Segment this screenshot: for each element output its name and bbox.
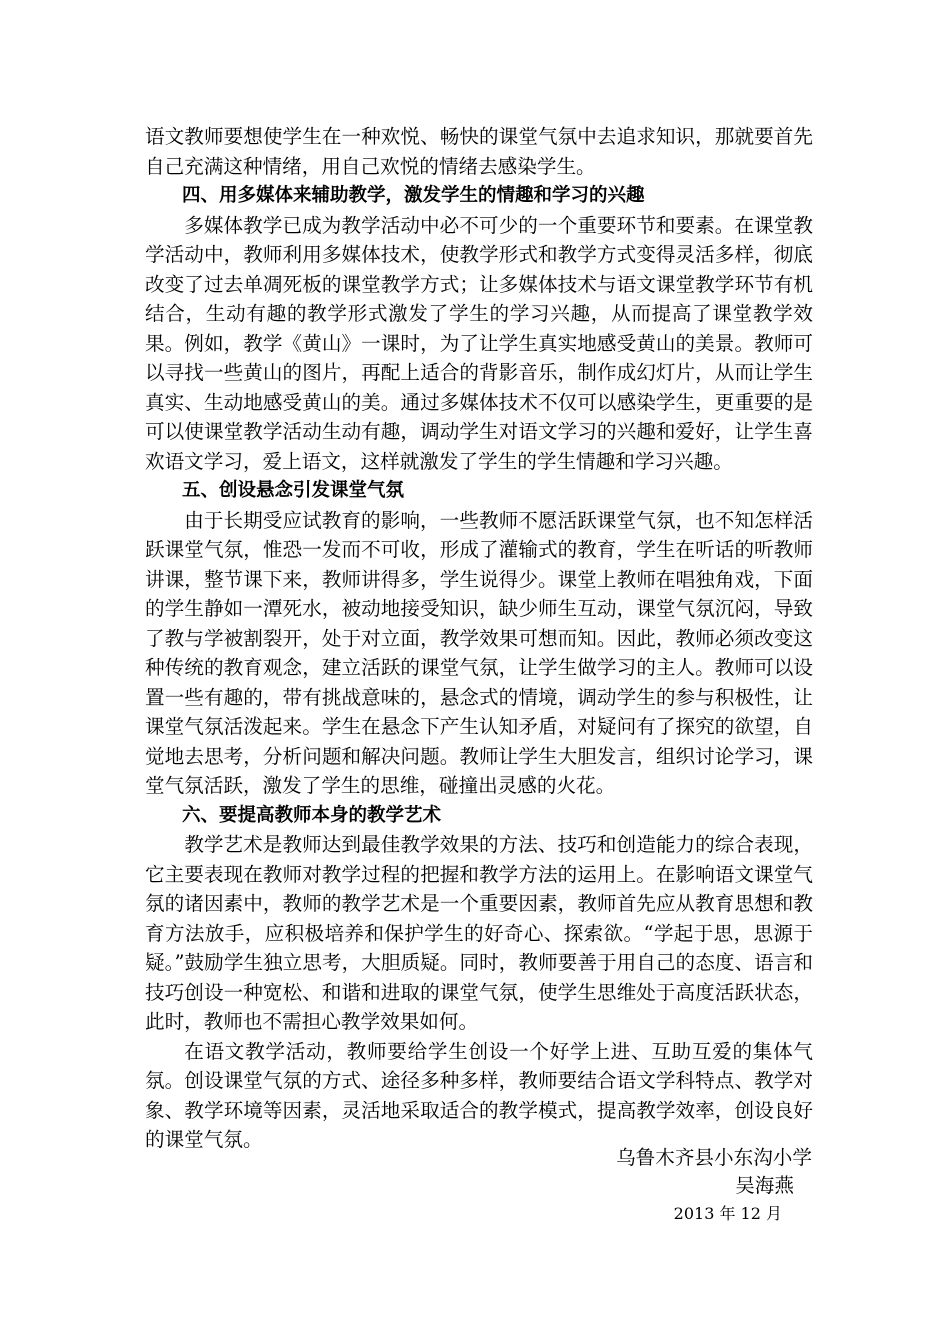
paragraph-intro: 语文教师要想使学生在一种欢悦、畅快的课堂气氛中去追求知识，那就要首先自己充满这种情绪，用自己欢悦的情绪去感染学生。 — [145, 125, 813, 178]
paragraph-conclusion: 在语文教学活动，教师要给学生创设一个好学上进、互助互爱的集体气氛。创设课堂气氛的方式、途径多种多样，教师要结合语文学科特点、教学对象、教学环境等因素，灵活地采取适合的教学模式，提高教学效率，创设良好的课堂气氛。 — [145, 1039, 813, 1151]
paragraph-section-4: 多媒体教学已成为教学活动中必不可少的一个重要环节和要素。在课堂教学活动中，教师利用多媒体技术，使教学形式和教学方式变得灵活多样，彻底改变了过去单凋死板的课堂教学方式；让多媒体技术与语文课堂教学环节有机结合，生动有趣的教学形式激发了学生的学习兴趣，从而提高了课堂教学效果。例如，教学《黄山》一课时，为了让学生真实地感受黄山的美景。教师可以寻找一些黄山的图片，再配上适合的背影音乐，制作成幻灯片，从而让学生真实、生动地感受黄山的美。通过多媒体技术不仅可以感染学生，更重要的是可以使课堂教学活动生动有趣，调动学生对语文学习的兴趣和爱好，让学生喜欢语文学习，爱上语文，这样就激发了学生的学生情趣和学习兴趣。 — [145, 213, 813, 473]
signature-school: 乌鲁木齐县小东沟小学 — [616, 1146, 812, 1169]
section-heading-6: 六、要提高教师本身的教学艺术 — [182, 804, 442, 826]
section-heading-4: 四、用多媒体来辅助教学，激发学生的情趣和学习的兴趣 — [182, 185, 645, 206]
article-body — [145, 122, 813, 1155]
paragraph-section-6: 教学艺术是教师达到最佳教学效果的方法、技巧和创造能力的综合表现，它主要表现在教师对教学过程的把握和教学方法的运用上。在影响语文课堂气氛的诸因素中，教师的教学艺术是一个重要因素，教师首先应从教育思想和教育方法放手，应积极培养和保护学生的好奇心、探索欲。“学起于思，思源于疑。”鼓励学生独立思考，大胆质疑。同时，教师要善于用自己的态度、语言和技巧创设一种宽松、和谐和进取的课堂气氛，使学生思维处于高度活跃状态，此时，教师也不需担心教学效果如何。 — [145, 833, 813, 1033]
section-heading-5: 五、创设悬念引发课堂气氛 — [182, 480, 405, 501]
signature-block — [616, 1144, 812, 1228]
signature-date: 2013 年 12 月 — [673, 1204, 782, 1223]
signature-author: 吴海燕 — [735, 1174, 794, 1197]
paragraph-section-5: 由于长期受应试教育的影响，一些教师不愿活跃课堂气氛，也不知怎样活跃课堂气氛，惟恐一发而不可收，形成了灌输式的教育，学生在听话的听教师讲课，整节课下来，教师讲得多，学生说得少。课堂上教师在唱独角戏，下面的学生静如一潭死水，被动地接受知识，缺少师生互动，课堂气氛沉闷，导致了教与学被割裂开，处于对立面，教学效果可想而知。因此，教师必须改变这种传统的教育观念，建立活跃的课堂气氛，让学生做学习的主人。教师可以设置一些有趣的，带有挑战意味的，悬念式的情境，调动学生的参与积极性，让课堂气氛活泼起来。学生在悬念下产生认知矛盾，对疑问有了探究的欲望，自觉地去思考，分析问题和解决问题。教师让学生大胆发言，组织讨论学习，课堂气氛活跃，激发了学生的思维，碰撞出灵感的火花。 — [145, 508, 813, 797]
